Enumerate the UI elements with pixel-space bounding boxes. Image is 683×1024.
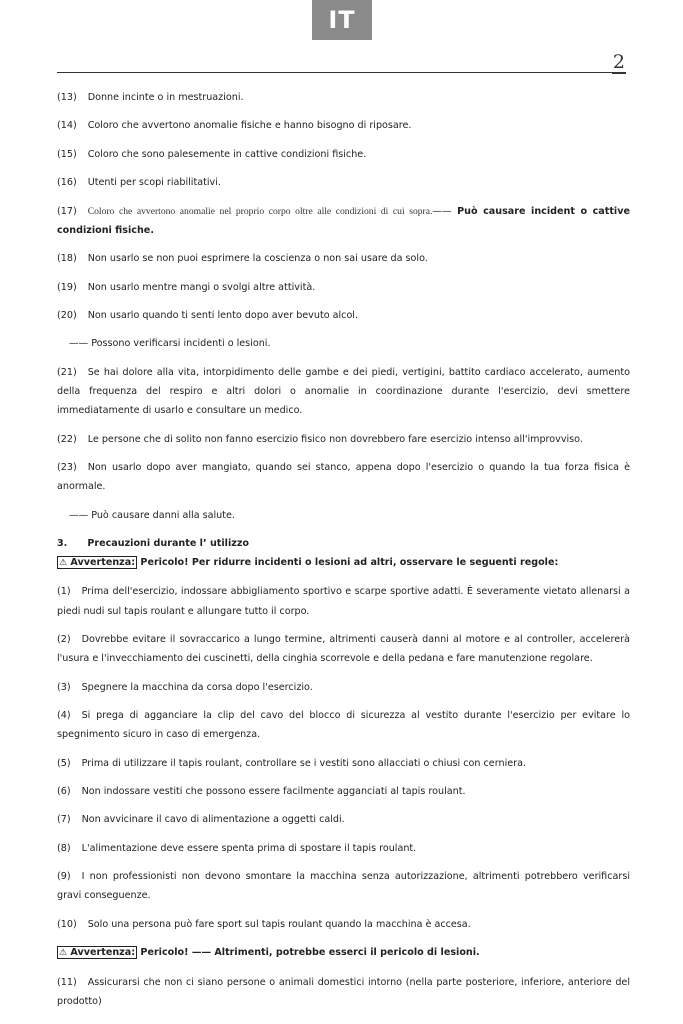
list-item: [57, 630, 630, 668]
warning-line-1: ⚠ Avvertenza: Pericolo! Per ridurre incidenti o lesioni ad altri, osservare le seguenti regole:: [59, 557, 559, 569]
item-number: (9): [57, 871, 71, 883]
note-23: —— Può causare danni alla salute.: [69, 509, 235, 521]
item-text: Dovrebbe evitare il sovraccarico a lungo termine, altrimenti causerà danni al motore e al controller, accelererà l'usura e l'invecchiamento dei cuscinetti, della cinghia scorrevole e della pedana e fare manutenzione regolare.: [57, 634, 630, 665]
item-number: (5): [57, 757, 71, 769]
item-text: Spegnere la macchina da corsa dopo l'esercizio.: [81, 681, 313, 693]
item-number: (8): [57, 842, 71, 854]
warning-triangle-icon: ⚠: [59, 948, 68, 959]
list-item: [57, 839, 630, 858]
warning-label-box: ⚠ Avvertenza:: [59, 947, 136, 959]
list-item-16: (16) Utenti per scopi riabilitativi.: [57, 177, 221, 189]
list-item: [57, 915, 630, 934]
list-item-19: (19) Non usarlo mentre mangi o svolgi altre attività.: [57, 281, 316, 293]
list-item: [57, 582, 630, 620]
list-item: [57, 782, 630, 801]
item-number: (3): [57, 681, 71, 693]
list-item: [57, 810, 630, 829]
list-item-21: (21) Se hai dolore alla vita, intorpidimento delle gambe e dei piedi, vertigini, battito cardiaco accelerato, aumento della frequenza del respiro e altri dolori o anomalie in coordinazione durante l'esercizio, devi smettere immediatamente di usarlo e consultare un medico.: [57, 366, 630, 417]
list-item-22: (22) Le persone che di solito non fanno esercizio fisico non dovrebbero fare esercizio intenso all'improvviso.: [57, 433, 583, 445]
section-heading: 3. Precauzioni durante l’ utilizzo: [57, 537, 249, 549]
list-item-18: (18) Non usarlo se non puoi esprimere la coscienza o non sai usare da solo.: [57, 253, 428, 265]
header-rule: [57, 72, 626, 73]
document-body: [57, 88, 630, 1020]
list-item-15: (15) Coloro che sono palesemente in cattive condizioni fisiche.: [57, 148, 367, 160]
item-text: Si prega di agganciare la clip del cavo del blocco di sicurezza al vestito durante l'esercizio per evitare lo spegnimento sicuro in caso di emergenza.: [57, 710, 630, 741]
warning-label-box: ⚠ Avvertenza:: [59, 557, 136, 569]
language-badge: IT: [312, 0, 372, 40]
item-number: (7): [57, 814, 71, 826]
list-item-23: (23) Non usarlo dopo aver mangiato, quando sei stanco, appena dopo l'esercizio o quando la tua forza fisica è anormale.: [57, 461, 630, 493]
item-number: (1): [57, 586, 71, 598]
item-text: Solo una persona può fare sport sul tapis roulant quando la macchina è accesa.: [87, 918, 471, 930]
list-item-17: (17) Coloro che avvertono anomalie nel proprio corpo oltre alle condizioni di cui sopra.—— Può causare incident o cattive condizioni fisiche.: [57, 205, 630, 236]
item-text: I non professionisti non devono smontare la macchina senza autorizzazione, altrimenti potrebbero verificarsi gravi conseguenze.: [57, 871, 630, 902]
warning-triangle-icon: ⚠: [59, 558, 68, 569]
note-20: —— Possono verificarsi incidenti o lesioni.: [69, 338, 271, 350]
list-item: [57, 754, 630, 773]
item-text: Prima dell'esercizio, indossare abbigliamento sportivo e scarpe sportive adatti. È severamente vietato allenarsi a piedi nudi sul tapis roulant e allungare tutto il corpo.: [57, 586, 630, 617]
item-text: L'alimentazione deve essere spenta prima di spostare il tapis roulant.: [81, 842, 417, 854]
item-text: Prima di utilizzare il tapis roulant, controllare se i vestiti sono allacciati o chiusi con cerniera.: [81, 757, 527, 769]
warning-line-2: ⚠ Avvertenza: Pericolo! —— Altrimenti, potrebbe esserci il pericolo di lesioni.: [59, 947, 480, 959]
item-number: (10): [57, 918, 77, 930]
list-item-rule-11: (11) Assicurarsi che non ci siano persone o animali domestici intorno (nella parte posteriore, inferiore, anteriore del prodotto): [57, 976, 630, 1007]
list-item-13: (13) Donne incinte o in mestruazioni.: [57, 92, 244, 103]
list-item-14: (14) Coloro che avvertono anomalie fisiche e hanno bisogno di riposare.: [57, 120, 412, 132]
item-text: Non indossare vestiti che possono essere facilmente agganciati al tapis roulant.: [81, 786, 466, 798]
list-item: [57, 706, 630, 744]
item-number: (6): [57, 786, 71, 798]
item-text: Non avvicinare il cavo di alimentazione a oggetti caldi.: [81, 814, 345, 826]
rules-list: [57, 582, 630, 934]
list-item: [57, 867, 630, 905]
item-number: (2): [57, 634, 71, 646]
page-number: 2: [612, 51, 625, 73]
list-item-20: (20) Non usarlo quando ti senti lento dopo aver bevuto alcol.: [57, 309, 359, 321]
item-number: (4): [57, 710, 71, 722]
list-item: [57, 678, 630, 697]
